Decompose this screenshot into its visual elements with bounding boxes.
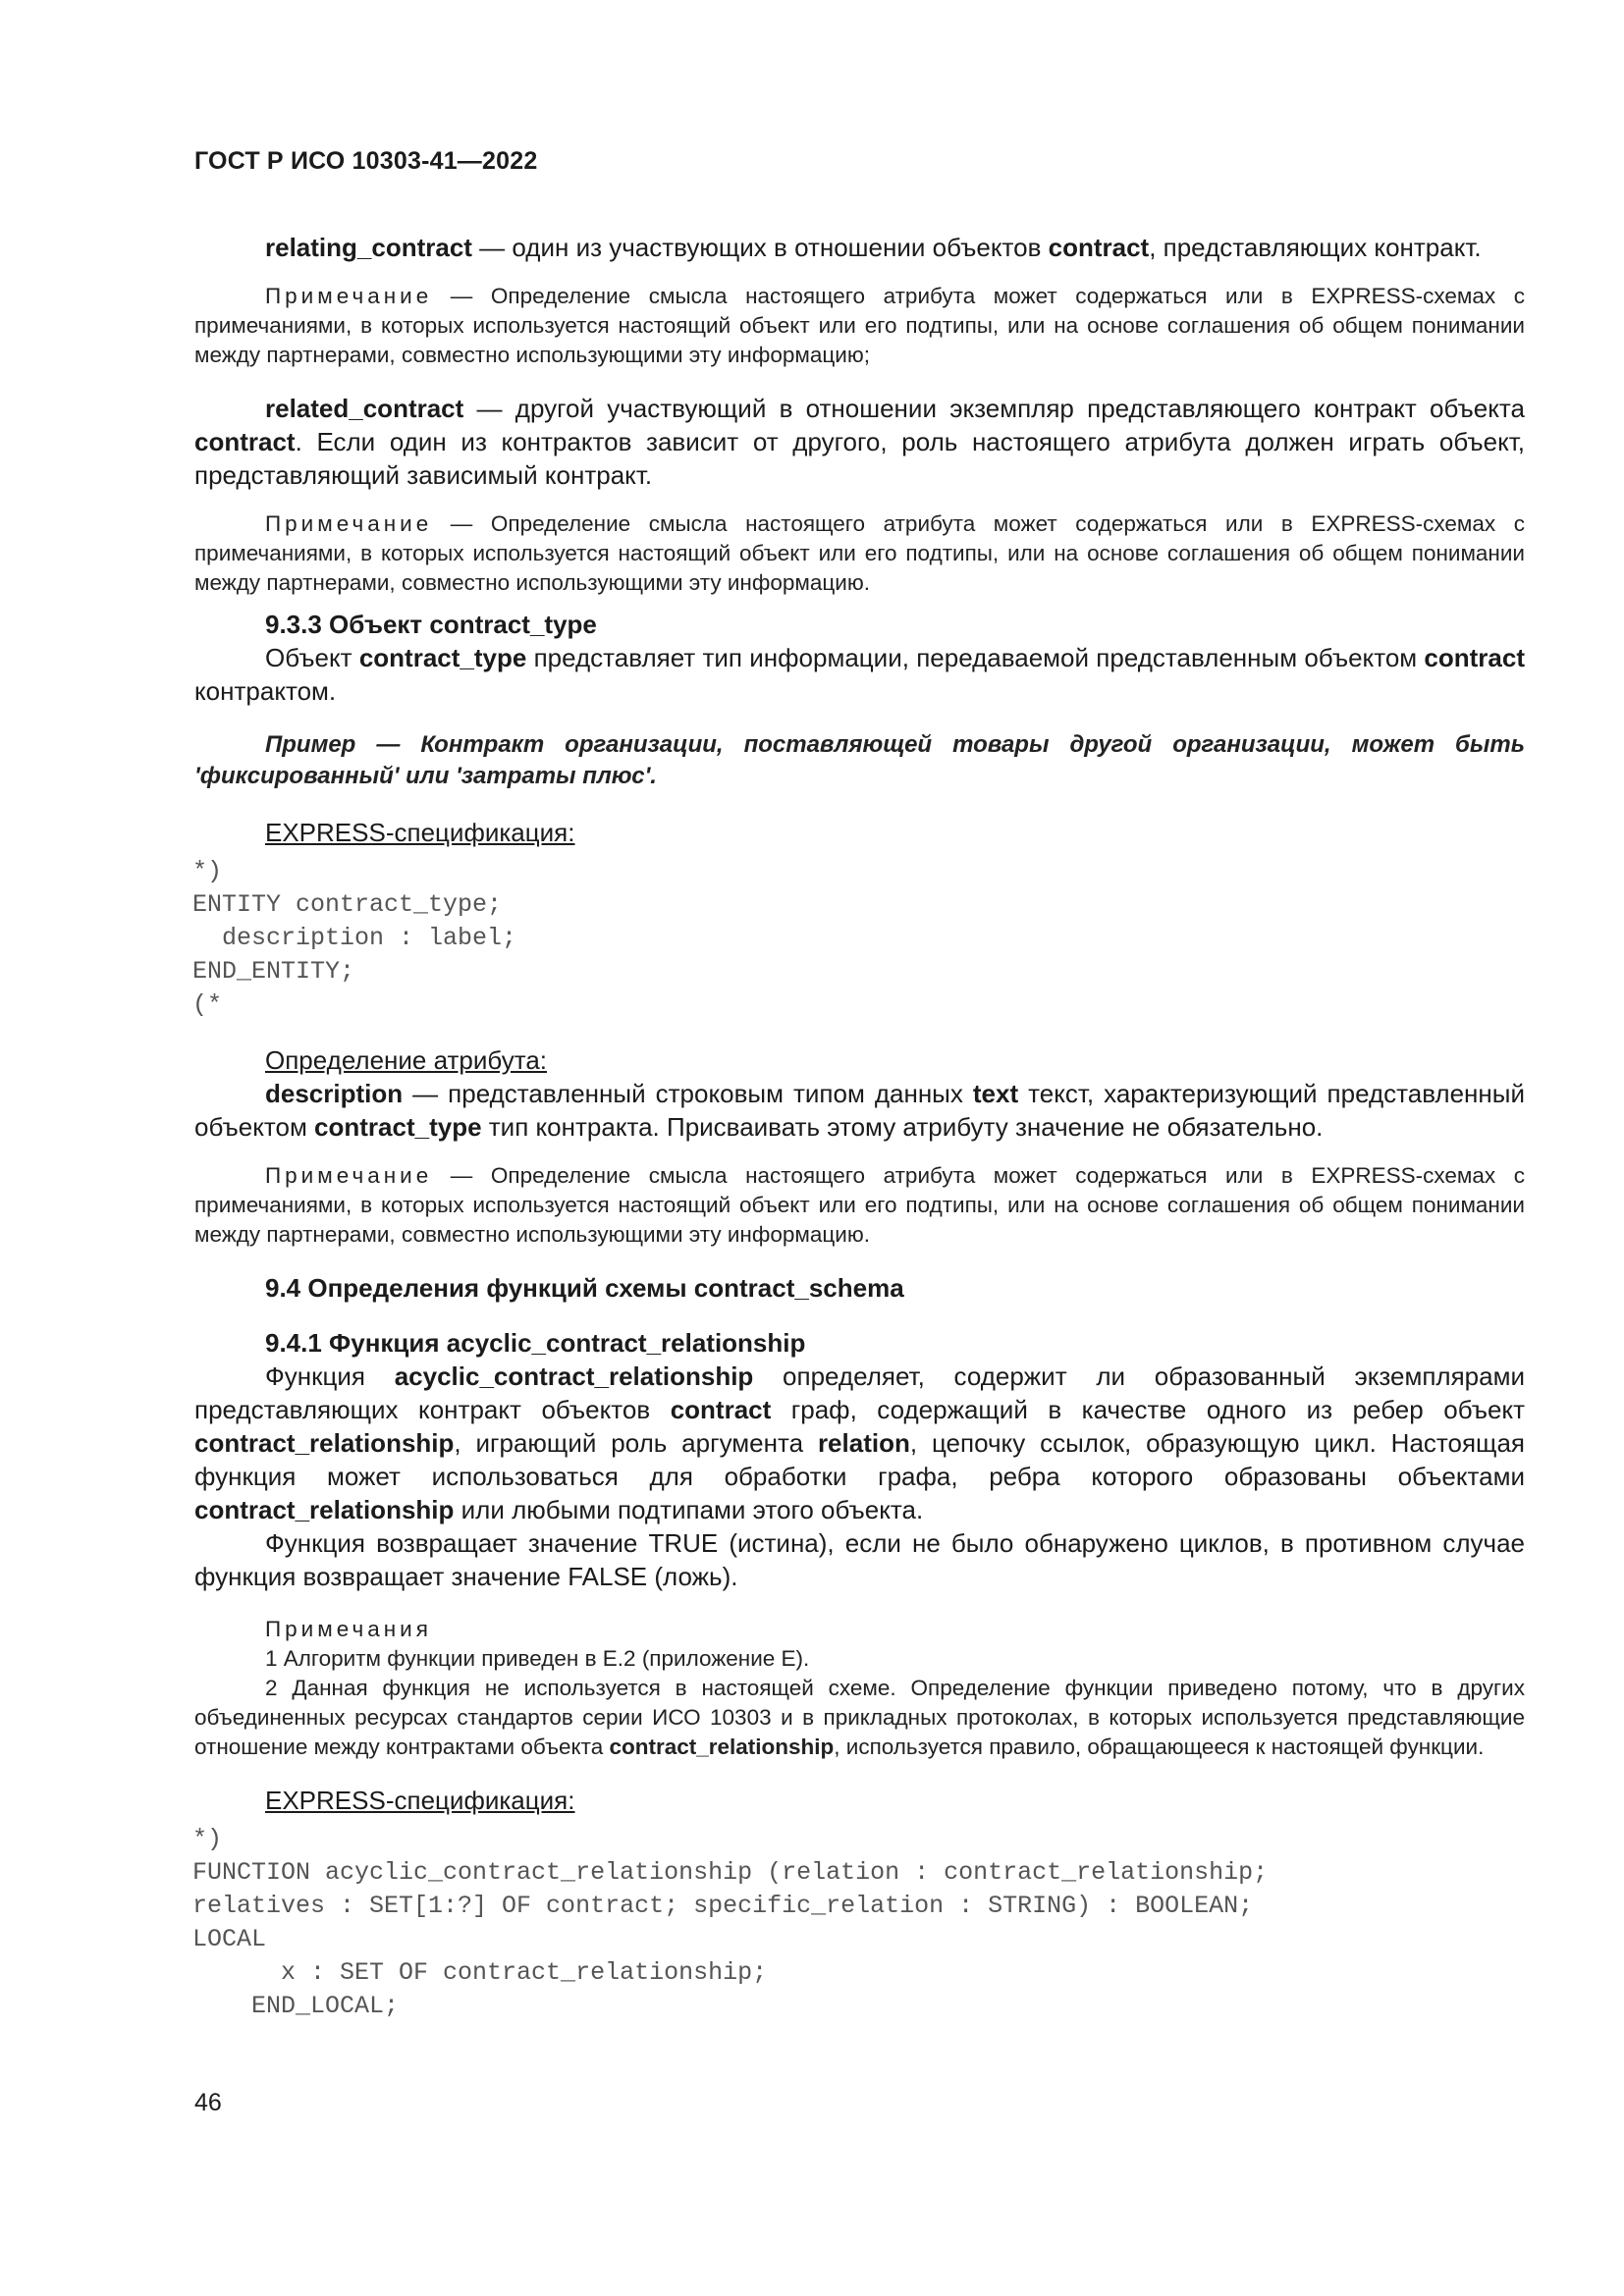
- note-2: [194, 509, 1525, 598]
- note-item-2: [194, 1674, 1525, 1762]
- text: представляет тип информации, передаваемой представленным объектом: [526, 643, 1425, 672]
- paragraph-return: Функция возвращает значение TRUE (истина), если не было обнаружено циклов, в противном случае функция возвращает значение FALSE (ложь).: [194, 1528, 1525, 1591]
- note-item-1: 1 Алгоритм функции приведен в Е.2 (приложение Е).: [265, 1646, 810, 1671]
- note-text: — Определение смысла настоящего атрибута может содержаться или в EXPRESS-схемах с примечаниями, в которых используется настоящий объект или его подтипы, или на основе соглашения об общем понимании между партнерами, совместно использующими эту информацию.: [194, 511, 1525, 595]
- note-label: Примечание: [265, 1163, 433, 1188]
- text: . Если один из контрактов зависит от другого, роль настоящего атрибута должен играть объект, представляющий зависимый контракт.: [194, 427, 1525, 490]
- text: определяет, содержит ли образованный экземплярами представляющих контракт объектов: [194, 1362, 1525, 1424]
- term: text: [972, 1079, 1019, 1108]
- notes-heading: Примечания: [265, 1617, 432, 1641]
- text: текст, характеризующий представленный объектом: [194, 1079, 1525, 1142]
- paragraph-function: [194, 1360, 1525, 1526]
- notes-label: [194, 1615, 1525, 1644]
- text: — другой участвующий в отношении экземпляр представляющего контракт объекта: [463, 394, 1525, 423]
- heading-9-4-1: 9.4.1 Функция acyclic_contract_relationship: [265, 1328, 806, 1358]
- text: , представляющих контракт.: [1149, 233, 1482, 262]
- term: contract: [1048, 233, 1150, 262]
- term: relating_contract: [265, 233, 472, 262]
- document-page: [194, 147, 1525, 2045]
- term: related_contract: [265, 394, 464, 423]
- express-label-2: EXPRESS-спецификация:: [265, 1786, 575, 1815]
- attribute-definition-label: Определение атрибута:: [265, 1045, 548, 1075]
- text: тип контракта. Присваивать этому атрибуту значение не обязательно.: [481, 1112, 1324, 1142]
- text: Функция: [265, 1362, 395, 1391]
- paragraph-related-contract: [194, 392, 1525, 492]
- term: contract_relationship: [609, 1735, 835, 1759]
- term: relation: [817, 1428, 910, 1458]
- note-3: [194, 1161, 1525, 1250]
- term: description: [265, 1079, 404, 1108]
- example: [194, 729, 1525, 792]
- paragraph-contract-type: [194, 641, 1525, 708]
- text: граф, содержащий в качестве одного из ребер объект: [771, 1395, 1526, 1424]
- text: , цепочку ссылок, образующую цикл. Настоящая функция может использоваться для обработки графа, ребра которого образованы объектами: [194, 1428, 1525, 1491]
- paragraph-relating-contract: [194, 231, 1525, 264]
- text: , используется правило, обращающееся к настоящей функции.: [834, 1735, 1485, 1759]
- text: — один из участвующих в отношении объектов: [471, 233, 1049, 262]
- text: Объект: [265, 643, 359, 672]
- note-text: — Определение смысла настоящего атрибута может содержаться или в EXPRESS-схемах с примечаниями, в которых используется настоящий объект или его подтипы, или на основе соглашения об общем понимании между партнерами, совместно использующими эту информацию;: [194, 284, 1525, 367]
- note-1: [194, 282, 1525, 370]
- term: contract_type: [358, 643, 527, 672]
- code-block-entity: *) ENTITY contract_type; description : label; END_ENTITY; (*: [192, 857, 517, 1019]
- term: contract: [194, 427, 296, 456]
- paragraph-description: [194, 1077, 1525, 1144]
- text: 2 Данная функция не используется в настоящей схеме. Определение функции приведено потому, что в других объединенных ресурсах стандартов серии ИСО 10303 и в прикладных протоколах, в которых используется представляющие отношение между контрактами объекта: [194, 1676, 1525, 1759]
- note-text: — Определение смысла настоящего атрибута может содержаться или в EXPRESS-схемах с примечаниями, в которых используется настоящий объект или его подтипы, или на основе соглашения об общем понимании между партнерами, совместно использующими эту информацию.: [194, 1163, 1525, 1247]
- term: contract_relationship: [194, 1428, 455, 1458]
- term: acyclic_contract_relationship: [394, 1362, 754, 1391]
- term: contract_type: [314, 1112, 482, 1142]
- express-label-1: EXPRESS-спецификация:: [265, 818, 575, 847]
- page-number: 46: [194, 2089, 222, 2116]
- text: , играющий роль аргумента: [454, 1428, 818, 1458]
- code-block-function: *) FUNCTION acyclic_contract_relationship (relation : contract_relationship; relatives : SET[1:?] OF contract; specific_relation : STRING) : BOOLEAN; LOCAL x : SET OF contract_relationship; END_LOCAL;: [192, 1825, 1269, 2020]
- heading-9-3-3: 9.3.3 Объект contract_type: [265, 610, 597, 639]
- example-text: Пример — Контракт организации, поставляющей товары другой организации, может быть 'фиксированный' или 'затраты плюс'.: [194, 731, 1525, 789]
- document-header: ГОСТ Р ИСО 10303-41—2022: [194, 147, 538, 175]
- text: контрактом.: [194, 676, 337, 706]
- term: contract_relationship: [194, 1495, 455, 1524]
- note-label: Примечание: [265, 284, 433, 308]
- text: — представленный строковым типом данных: [403, 1079, 973, 1108]
- note-label: Примечание: [265, 511, 433, 536]
- term: contract: [1424, 643, 1525, 672]
- term: contract: [670, 1395, 772, 1424]
- heading-9-4: 9.4 Определения функций схемы contract_schema: [265, 1273, 904, 1303]
- text: или любыми подтипами этого объекта.: [454, 1495, 924, 1524]
